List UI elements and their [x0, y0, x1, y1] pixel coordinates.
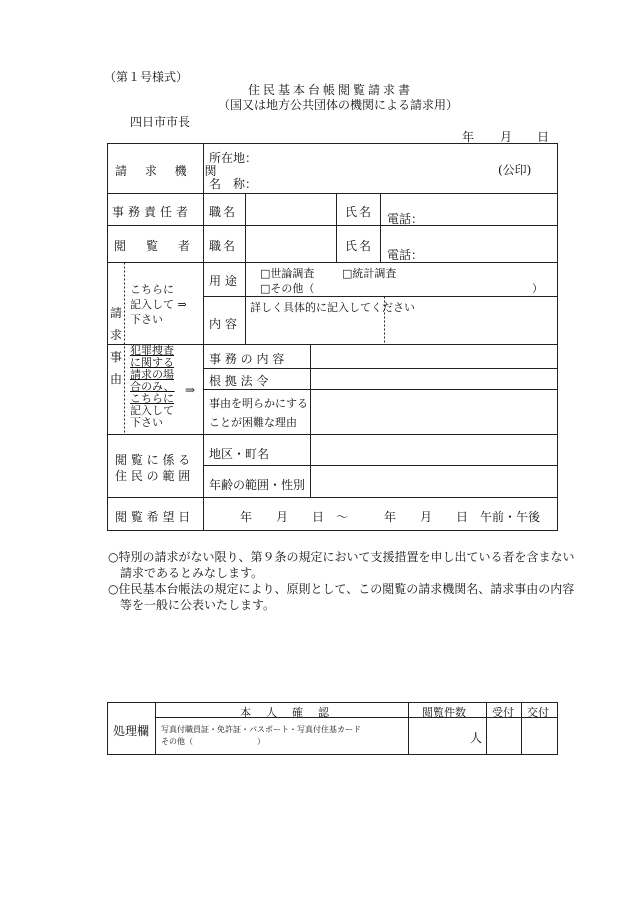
org-name-label: 名 称： [209, 177, 258, 191]
crime-note-line4: 合のみ、 [130, 380, 175, 393]
crime-note-line6: 記入して [130, 404, 174, 417]
note1-line1: ○特別の請求がない限り、第９条の規定において支援措置を申し出ている者を含まない [108, 550, 575, 564]
viewing-date-range: 年 月 日 ～ 年 月 日 午前・午後 [240, 510, 541, 524]
crime-note-line5: こちらに [130, 392, 174, 405]
delivered-header: 交付 [527, 706, 549, 719]
age-sex-label: 年齢の範囲・性別 [209, 478, 306, 492]
crime-note-line2: に関する [130, 356, 174, 369]
page-subtitle: （国又は地方公共団体の機関による請求用） [218, 98, 459, 112]
officer-name-label: 氏名 [345, 205, 374, 219]
officer-label: 事務責任者 [112, 205, 193, 219]
date-month-label: 月 [500, 130, 513, 144]
viewer-position-label: 職名 [209, 239, 238, 253]
processing-label: 処理欄 [113, 724, 150, 738]
id-docs-line1: 写真付職員証・免許証・パスポート・写真付住基カード [161, 725, 361, 734]
purpose-label: 用 途 [209, 274, 237, 288]
crime-note-line7: 下さい [130, 416, 163, 429]
crime-note-line1: 犯罪捜査 [130, 344, 174, 357]
content-hint: 詳しく具体的に記入してください [250, 301, 415, 314]
note2-line2: 等を一般に公表いたします。 [120, 598, 276, 612]
requester-label: 請 求 機 関 [115, 164, 224, 178]
date-day-label: 日 [537, 130, 550, 144]
date-year-label: 年 [462, 130, 475, 144]
fill-here-line2: 記入して ⇒ [130, 298, 187, 311]
basis-law-label: 根 拠 法 令 [209, 374, 269, 388]
scope-label-line2: 住 民 の 範 囲 [115, 469, 191, 483]
officer-position-label: 職名 [209, 205, 238, 219]
fill-here-line3: 下さい [130, 313, 163, 326]
note2-line1: ○住民基本台帳法の規定により、原則として、この閲覧の請求機関名、請求事由の内容 [108, 582, 575, 596]
work-content-label: 事 務 の 内 容 [209, 352, 285, 366]
checkbox-stats-survey[interactable]: □統計調査 [342, 267, 397, 280]
viewer-name-label: 氏名 [345, 239, 374, 253]
checkbox-public-opinion[interactable]: □世論調査 [260, 267, 315, 280]
received-header: 受付 [492, 706, 514, 719]
viewer-label: 閲 覧 者 [114, 239, 195, 253]
id-check-header: 本 人 確 認 [240, 706, 331, 719]
difficulty-reason-line1: 事由を明らかにする [209, 397, 308, 410]
scope-label-line1: 閲 覧 に 係 る [115, 453, 191, 467]
reason-label: 請求事由 [110, 306, 123, 386]
officer-phone-label: 電話： [387, 212, 424, 226]
viewing-date-label: 閲 覧 希 望 日 [115, 510, 191, 524]
difficulty-reason-line2: ことが困難な理由 [209, 416, 297, 429]
count-unit: 人 [470, 731, 483, 745]
address-label: 所在地： [209, 151, 258, 165]
count-header: 閲覧件数 [422, 706, 466, 719]
other-close-paren: ） [532, 282, 543, 295]
page-title: 住民基本台帳閲覧請求書 [248, 83, 414, 97]
note1-line2: 請求であるとみなします。 [120, 566, 264, 580]
crime-arrow-icon: ⇒ [185, 383, 196, 397]
district-label: 地区・町名 [209, 447, 270, 461]
checkbox-other[interactable]: □その他（ [260, 282, 315, 295]
fill-here-line1: こちらに [130, 283, 174, 296]
addressee: 四日市市長 [130, 115, 191, 129]
viewer-phone-label: 電話： [387, 248, 424, 262]
form-number: （第１号様式） [104, 70, 189, 84]
id-docs-line2: その他（ ） [161, 737, 265, 746]
crime-note-line3: 請求の場 [130, 368, 174, 381]
official-seal: (公印) [498, 163, 532, 177]
content-label: 内 容 [209, 317, 237, 331]
